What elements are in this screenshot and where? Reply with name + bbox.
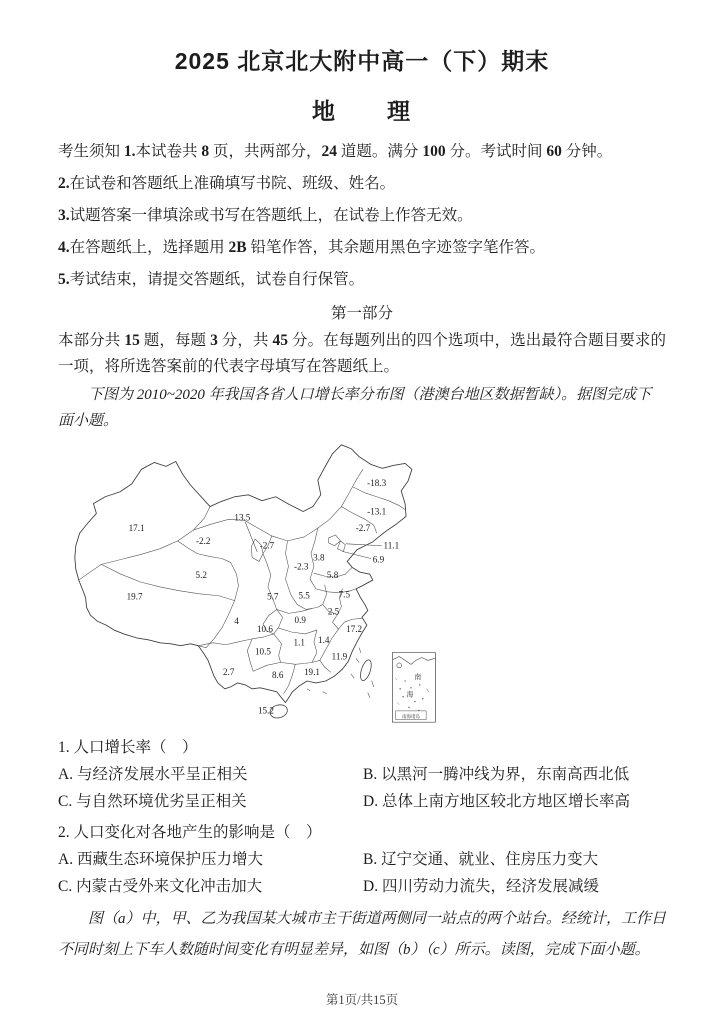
map-value-label: 11.9	[331, 651, 348, 662]
taiwan-island	[358, 659, 373, 682]
map-value-label: 11.1	[383, 540, 400, 551]
map-value-label: 7.5	[338, 589, 351, 600]
page-title: 2025 北京北大附中高一（下）期末	[174, 48, 550, 74]
map-value-labels	[127, 478, 400, 715]
question-1-option-a: A. 与经济发展水平呈正相关	[58, 766, 248, 783]
notice-line-5: 5.考试结束，请提交答题纸，试卷自行保管。	[58, 271, 365, 288]
map-value-label: -18.3	[367, 477, 387, 488]
next-passage: 图（a）中，甲、乙为我国某大城市主干街道两侧同一站点的两个站台。经统计，工作日不同时刻上下车人数随时间变化有明显差异，如图（b）（c）所示。读图，完成下面小题。	[58, 911, 666, 958]
question-1-options	[58, 761, 666, 815]
map-value-label: 5.5	[298, 590, 310, 601]
map-value-label: -2.3	[293, 561, 309, 572]
map-value-label: 3.8	[313, 552, 325, 563]
map-value-label: 19.1	[304, 667, 320, 678]
inset-sea-char-nan: 南	[414, 674, 422, 682]
page-footer: 第1页/共15页	[325, 993, 399, 1007]
china-map-figure	[64, 436, 666, 730]
map-value-label: 6.9	[372, 554, 385, 565]
notice-line-4: 4.在答题纸上，选择题用 2B 铅笔作答，其余题用黑色字迹签字笔作答。	[58, 239, 545, 256]
map-value-label: 5.2	[195, 570, 207, 581]
question-2	[58, 819, 666, 900]
part1-heading: 第一部分	[330, 305, 393, 322]
map-value-label: 17.1	[128, 523, 145, 534]
map-value-label: -2.2	[195, 535, 211, 546]
inset-caption: 南海诸岛	[401, 713, 420, 719]
map-value-label: 15.2	[257, 705, 274, 716]
question-2-options	[58, 846, 666, 900]
notice-line-2: 2.在试卷和答题纸上准确填写书院、班级、姓名。	[58, 175, 396, 192]
question-1-option-d: D. 总体上南方地区较北方地区增长率高	[363, 793, 630, 810]
map-value-label: -2.7	[355, 523, 371, 534]
question-2-stem: 2. 人口变化对各地产生的影响是（ ）	[58, 824, 322, 841]
map-value-label: 1.1	[293, 637, 305, 648]
question-2-option-a: A. 西藏生态环境保护压力增大	[58, 851, 263, 868]
map-value-label: 5.8	[326, 570, 339, 581]
province-borders	[79, 469, 405, 693]
question-2-option-d: D. 四川劳动力流失，经济发展减缓	[363, 878, 599, 895]
map-value-label: 4	[234, 616, 239, 627]
map-value-label: 17.2	[346, 624, 363, 634]
map-value-label: 0.9	[294, 615, 306, 626]
subject-title: 地 理	[312, 98, 412, 124]
south-china-sea-inset	[392, 653, 435, 723]
figure-caption: 下图为 2010~2020 年我国各省人口增长率分布图（港澳台地区数据暂缺）。据图完成下面小题。	[58, 387, 652, 429]
map-value-label: 1.4	[318, 634, 330, 645]
map-value-label: 13.5	[234, 512, 251, 523]
map-value-label: 10.5	[255, 646, 271, 657]
map-value-label: -13.1	[367, 506, 387, 517]
notice-line-3: 3.试题答案一律填涂或书写在答题纸上，在试卷上作答无效。	[58, 207, 473, 224]
question-1-option-c: C. 与自然环境优劣呈正相关	[58, 793, 247, 810]
question-1-stem: 1. 人口增长率（ ）	[58, 739, 198, 756]
part1-intro: 本部分共 15 题，每题 3 分，共 45 分。在每题列出的四个选项中，选出最符合题目要求的一项，将所选答案前的代表字母填写在答题纸上。	[58, 332, 666, 375]
map-value-label: 8.6	[271, 670, 284, 681]
inset-sea-char-hai: 海	[406, 691, 414, 699]
question-1-option-b: B. 以黑河一腾冲线为界，东南高西北低	[363, 766, 630, 783]
map-value-label: 19.7	[126, 591, 143, 602]
map-value-label: 2.7	[222, 667, 235, 678]
china-outline	[75, 445, 412, 703]
question-2-option-b: B. 辽宁交通、就业、住房压力变大	[363, 851, 599, 868]
question-1	[58, 734, 666, 815]
map-value-label: -2.7	[259, 540, 275, 551]
map-value-label: 5.7	[267, 591, 279, 602]
china-map-svg	[64, 436, 460, 730]
notice-line-1: 考生须知 1.本试卷共 8 页，共两部分，24 道题。满分 100 分。考试时间 60 分钟。	[58, 143, 613, 160]
question-2-option-c: C. 内蒙古受外来文化冲击加大	[58, 878, 263, 895]
map-value-label: 2.5	[327, 606, 340, 617]
exam-notice	[58, 136, 666, 296]
map-value-label: 10.6	[256, 624, 273, 634]
